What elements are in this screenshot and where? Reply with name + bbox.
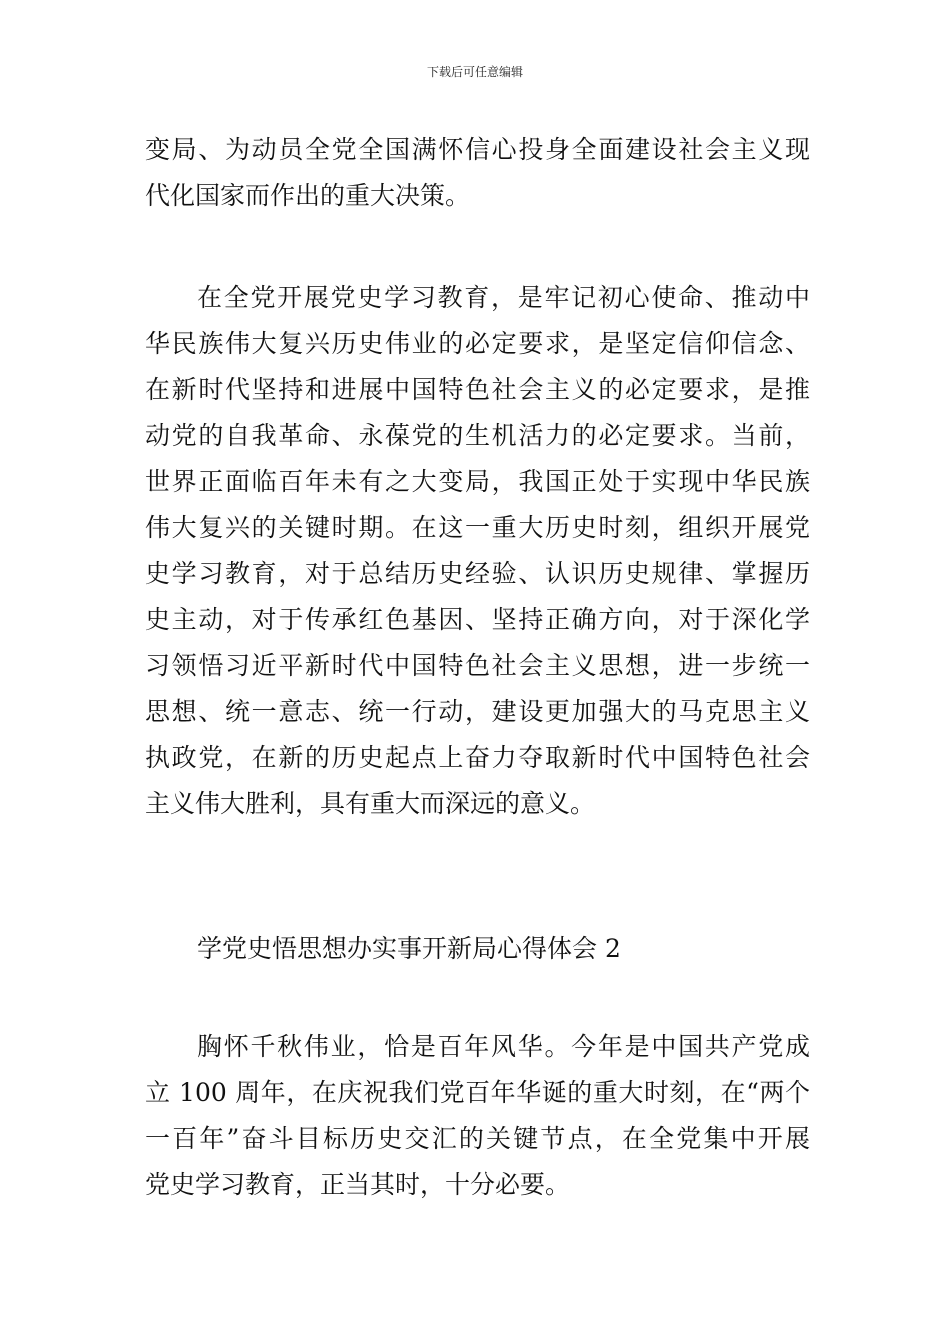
paragraph-line: 伟大复兴的关键时期。在这一重大历史时刻，组织开展党 xyxy=(145,513,810,542)
paragraph-line: 习领悟习近平新时代中国特色社会主义思想，进一步统一 xyxy=(145,651,810,680)
paragraph-1 xyxy=(145,127,810,219)
paragraph-line: 主义伟大胜利，具有重大而深远的意义。 xyxy=(145,789,596,818)
section-heading: 学党史悟思想办实事开新局心得体会 2 xyxy=(197,934,621,963)
paragraph-line: 史学习教育，对于总结历史经验、认识历史规律、掌握历 xyxy=(145,559,810,588)
paragraph-line: 思想、统一意志、统一行动，建设更加强大的马克思主义 xyxy=(145,697,810,726)
paragraph-line: 一百年”奋斗目标历史交汇的关键节点，在全党集中开展 xyxy=(145,1124,810,1153)
paragraph-line: 史主动，对于传承红色基因、坚持正确方向，对于深化学 xyxy=(145,605,810,634)
paragraph-line: 党史学习教育，正当其时，十分必要。 xyxy=(145,1170,571,1199)
paragraph-line: 胸怀千秋伟业，恰是百年风华。今年是中国共产党成 xyxy=(197,1032,810,1061)
page-header: 下载后可任意编辑 xyxy=(426,65,523,79)
paragraph-line: 在全党开展党史学习教育，是牢记初心使命、推动中 xyxy=(197,283,810,312)
paragraph-line: 动党的自我革命、永葆党的生机活力的必定要求。当前， xyxy=(145,421,810,450)
paragraph-line: 世界正面临百年未有之大变局，我国正处于实现中华民族 xyxy=(145,467,810,496)
paragraph-2 xyxy=(145,275,810,827)
paragraph-line: 执政党，在新的历史起点上奋力夺取新时代中国特色社会 xyxy=(145,743,810,772)
paragraph-line: 变局、为动员全党全国满怀信心投身全面建设社会主义现 xyxy=(145,135,810,164)
paragraph-line: 在新时代坚持和进展中国特色社会主义的必定要求，是推 xyxy=(145,375,810,404)
paragraph-line: 立 100 周年，在庆祝我们党百年华诞的重大时刻，在“两个 xyxy=(145,1078,810,1107)
paragraph-line: 代化国家而作出的重大决策。 xyxy=(145,181,471,210)
paragraph-line: 华民族伟大复兴历史伟业的必定要求，是坚定信仰信念、 xyxy=(145,329,810,358)
paragraph-3 xyxy=(145,1024,810,1208)
